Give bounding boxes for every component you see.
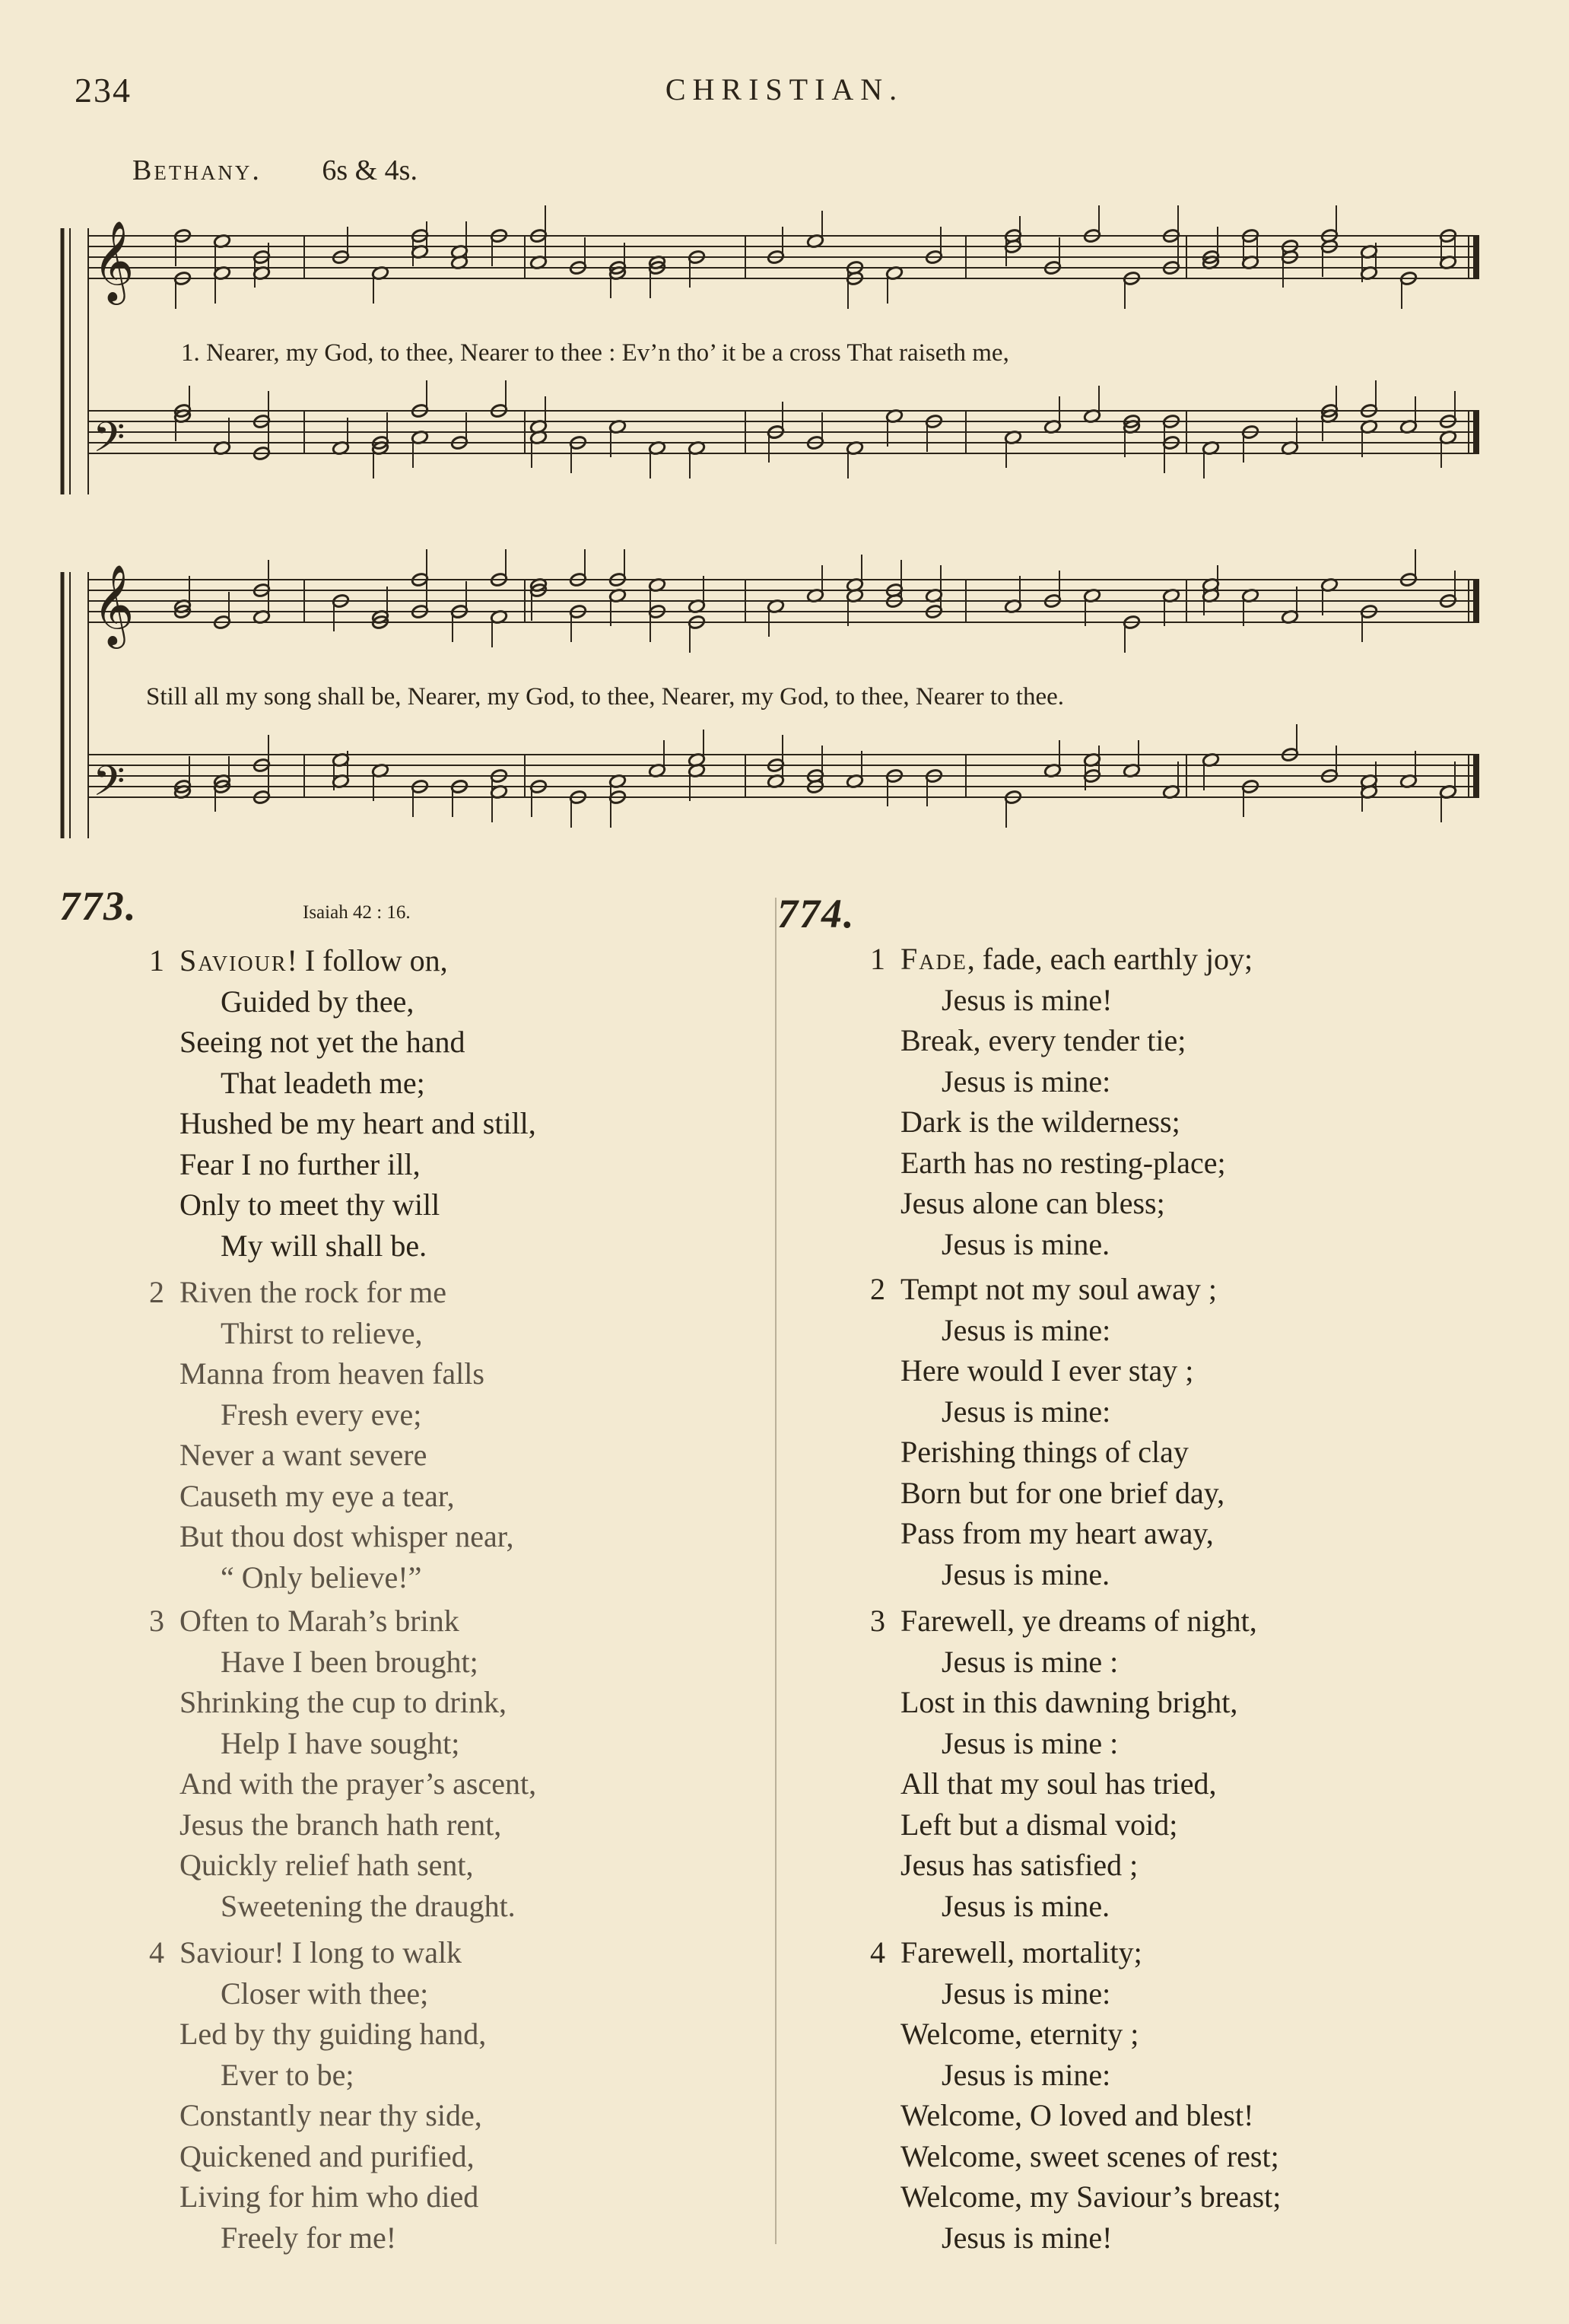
verse	[870, 1932, 1282, 2258]
verse-line: Led by thy guiding hand,	[179, 2017, 487, 2051]
verse	[149, 1601, 537, 1926]
verse-line: Ever to be;	[221, 2057, 354, 2092]
verse-line: Jesus the branch hath rent,	[179, 1807, 502, 1842]
verse-number: 4	[870, 1935, 885, 1970]
music-system-2	[53, 549, 1491, 876]
tune-header	[132, 154, 418, 187]
first-word: Saviour	[179, 943, 287, 978]
verse-number: 3	[149, 1604, 164, 1638]
verse-line: Break, every tender tie;	[900, 1023, 1186, 1057]
verse-line: Guided by thee,	[221, 984, 414, 1019]
verse	[149, 1272, 514, 1598]
verse-line: Freely for me!	[221, 2220, 397, 2255]
verse-line: Jesus is mine :	[942, 1644, 1119, 1679]
verse-line: Left but a dismal void;	[900, 1807, 1178, 1842]
verse-line: Farewell, mortality;	[900, 1935, 1142, 1970]
verse-number: 3	[870, 1604, 885, 1638]
verse-line: Often to Marah’s brink	[179, 1604, 459, 1638]
verse	[149, 1932, 487, 2258]
verse-line: Sweetening the draught.	[221, 1888, 516, 1923]
verse-line: Riven the rock for me	[179, 1275, 446, 1309]
verse-line: Living for him who died	[179, 2179, 479, 2214]
verse-line: My will shall be.	[221, 1228, 427, 1263]
verse-line: Jesus is mine:	[942, 1063, 1111, 1098]
scripture-reference: Isaiah 42 : 16.	[303, 902, 411, 923]
verse-line: Shrinking the cup to drink,	[179, 1685, 507, 1719]
verse-line: “ Only believe!”	[221, 1559, 422, 1594]
running-head: CHRISTIAN.	[665, 72, 904, 107]
tune-meter: 6s & 4s.	[322, 154, 418, 186]
staff-graphic	[53, 549, 1491, 876]
verse-line: Saviour! I follow on,	[179, 943, 448, 978]
hymn-number: 774.	[777, 891, 856, 936]
verse-line: Jesus is mine:	[942, 2057, 1111, 2092]
verse-line: Welcome, eternity ;	[900, 2017, 1139, 2051]
verse-line: Jesus is mine :	[942, 1725, 1119, 1760]
verse-line: Jesus is mine:	[942, 1976, 1111, 2011]
music-system-1	[53, 205, 1491, 533]
verse-line: Jesus is mine:	[942, 1312, 1111, 1347]
verse-line: Jesus is mine.	[942, 1226, 1110, 1261]
verse-line: Fade, fade, each earthly joy;	[900, 942, 1253, 976]
verse-line: Jesus alone can bless;	[900, 1186, 1165, 1220]
verse-line: Never a want severe	[179, 1438, 427, 1472]
verse-line: Jesus is mine.	[942, 1888, 1110, 1923]
verse-line: Quickened and purified,	[179, 2138, 475, 2173]
verse-line: Earth has no resting-place;	[900, 1145, 1226, 1180]
verse	[870, 939, 1253, 1264]
verse-line: And with the prayer’s ascent,	[179, 1766, 537, 1801]
verse-line: Only to meet thy will	[179, 1187, 440, 1222]
verse	[870, 1601, 1257, 1926]
verse-line: But thou dost whisper near,	[179, 1519, 514, 1553]
hymn-number: 773.	[59, 883, 138, 929]
verse-line: Thirst to relieve,	[221, 1315, 423, 1350]
verse-line: Welcome, sweet scenes of rest;	[900, 2138, 1279, 2173]
svg-text:𝄢: 𝄢	[93, 413, 125, 472]
verse-line: Welcome, my Saviour’s breast;	[900, 2179, 1282, 2214]
verse-line: That leadeth me;	[221, 1065, 425, 1100]
verse-line: Jesus is mine!	[942, 982, 1113, 1017]
verse-number: 4	[149, 1935, 164, 1970]
staff-graphic	[53, 205, 1491, 533]
verse-line: Tempt not my soul away ;	[900, 1272, 1218, 1306]
verse	[870, 1269, 1225, 1594]
column-divider	[775, 898, 777, 2244]
verse-line: Seeing not yet the hand	[179, 1025, 465, 1059]
verse-line: All that my soul has tried,	[900, 1766, 1217, 1801]
tune-name: Bethany.	[132, 154, 262, 186]
verse-number: 1	[870, 942, 885, 976]
verse-number: 2	[149, 1275, 164, 1309]
verse-number: 1	[149, 943, 164, 978]
verse-line: Farewell, ye dreams of night,	[900, 1604, 1257, 1638]
verse-line: Perishing things of clay	[900, 1435, 1189, 1469]
verse-line: Dark is the wilderness;	[900, 1105, 1180, 1139]
verse-line: Help I have sought;	[221, 1725, 460, 1760]
verse-line: Saviour! I long to walk	[179, 1935, 462, 1970]
verse-line: Pass from my heart away,	[900, 1516, 1214, 1550]
verse-line: Quickly relief hath sent,	[179, 1848, 474, 1882]
page-number: 234	[75, 71, 132, 110]
verse-line: Constantly near thy side,	[179, 2098, 482, 2132]
svg-text:𝄞: 𝄞	[93, 220, 135, 301]
verse-line: Welcome, O loved and blest!	[900, 2098, 1254, 2132]
verse-line: Born but for one brief day,	[900, 1475, 1225, 1510]
verse-line: Hushed be my heart and still,	[179, 1106, 536, 1140]
verse-line: Jesus is mine:	[942, 1394, 1111, 1429]
first-word: Fade	[900, 942, 967, 976]
verse-line: Jesus is mine.	[942, 1556, 1110, 1591]
verse-line: Jesus has satisfied ;	[900, 1848, 1139, 1882]
verse-number: 2	[870, 1272, 885, 1306]
verse-line: Here would I ever stay ;	[900, 1353, 1194, 1388]
lyric-line-1: 1. Nearer, my God, to thee, Nearer to thee : Ev’n tho’ it be a cross That raiseth me,	[181, 339, 1009, 367]
verse-line: Fresh every eve;	[221, 1397, 422, 1432]
lyric-line-2: Still all my song shall be, Nearer, my God, to thee, Nearer, my God, to thee, Nearer to thee.	[146, 683, 1064, 711]
verse-line: Manna from heaven falls	[179, 1356, 484, 1391]
svg-text:𝄢: 𝄢	[93, 757, 125, 815]
verse-line: Lost in this dawning bright,	[900, 1685, 1238, 1719]
svg-text:𝄞: 𝄞	[93, 564, 135, 645]
verse	[149, 940, 536, 1266]
verse-line: Fear I no further ill,	[179, 1146, 421, 1181]
verse-line: Causeth my eye a tear,	[179, 1478, 455, 1513]
verse-line: Have I been brought;	[221, 1644, 478, 1679]
verse-line: Closer with thee;	[221, 1976, 429, 2011]
verse-line: Jesus is mine!	[942, 2220, 1113, 2255]
